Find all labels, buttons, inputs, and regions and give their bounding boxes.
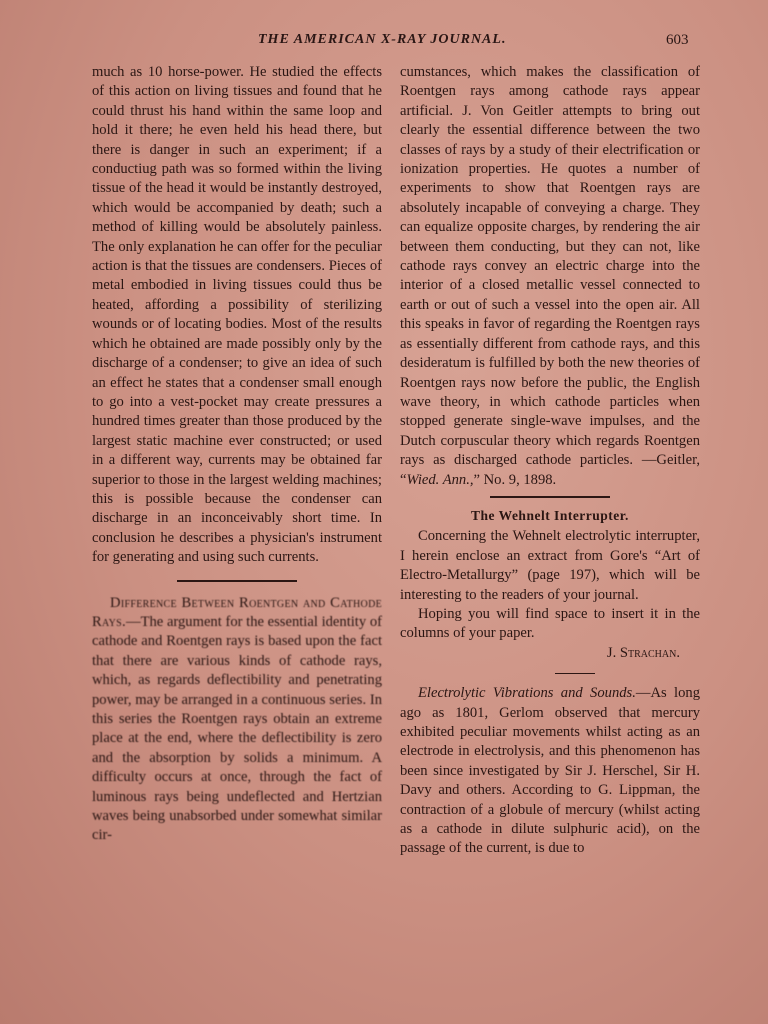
short-divider: [555, 673, 595, 674]
section-divider-right: [490, 496, 610, 498]
right-paragraph-1-text: cumstances, which makes the classification of Roentgen rays among cathode rays appear artificial. J. Von Geitler attempts to bring out clearly the essential difference between the two classes of rays by a study of their electrification or ionization properties. He quotes a number of experiments to show that Roentgen rays are absolutely incapable of conveying a charge. They can equalize opposite charges, by rendering the air between them conducting, but they can not, like cathode rays convey an electric charge into the interior of a closed metallic vessel connected to earth or out of such a vessel into the open air. All this speaks in favor of regarding the Roentgen rays as essentially different from cathode rays, and this desideratum is fulfilled by both the new theories of Roentgen rays now before the public, the English wave theory, in which cathode particles when stopped generate single-wave impulses, and the Dutch corpuscular theory which regards Roentgen rays as discharged cathode particles.: [400, 64, 700, 469]
right-paragraph-4-text: —As long ago as 1801, Gerlom observed that mercury exhibited peculiar movements whilst acting as an electrode in electrolysis, and this phenomenon has been since investigated by Sir J. Herschel, Sir H. Davy and others. According to G. Lippman, the contraction of a globule of mercury (whilst acting as a cathode in dilute sulphuric acid), on the passage of the current, is due to: [400, 685, 700, 857]
section-title-difference: Difference Between Roentgen and Cathode Rays.: [92, 594, 382, 630]
right-paragraph-4: [400, 684, 700, 859]
citation-suffix: ” No. 9, 1898.: [473, 471, 557, 488]
page-number: 603: [666, 32, 689, 48]
journal-title: THE AMERICAN X-RAY JOURNAL.: [258, 32, 507, 47]
section-title-wehnelt: The Wehnelt Interrupter.: [471, 507, 629, 523]
signature: J. Strachan.: [606, 644, 680, 661]
running-head: [0, 30, 768, 56]
left-column: [92, 63, 382, 1024]
left-paragraph-2-text: —The argument for the essential identity of cathode and Roentgen rays is based upon the fact that there are various kinds of cathode rays, which, as regards deflectibility and penetrating power, may be arranged in a continuous series. In this series the Roentgen rays obtain an extreme place at the end, where the deflectibility is zero and the absorption by solids a minimum. A difficulty occurs at once, through the fact of luminous rays being undeflected and Hertzian waves being unabsorbed under somewhat similar cir-: [92, 613, 382, 844]
section-divider: [177, 580, 297, 582]
citation-journal: Wied. Ann.,: [406, 471, 474, 488]
citation-prefix: —Geitler, “: [400, 452, 700, 488]
right-paragraph-3: Hoping you will find space to insert it in the columns of your paper.: [400, 605, 700, 642]
right-paragraph-2: Concerning the Wehnelt electrolytic interrupter, I herein enclose an extract from Gore's “Art of Electro-Metallurgy” (page 197), which will be interesting to the readers of your journal.: [400, 528, 700, 603]
left-paragraph-2: [92, 594, 382, 846]
left-paragraph-1: much as 10 horse-power. He studied the effects of this action on living tissues and found that he could thrust his hand within the same loop and hold it there; he even held his head there, but there is danger in such an experiment; if a conductiug path was so formed within the living tissue of the head it would be instantly destroyed, which would be accompanied by death; such a method of killing would be absolutely painless. The only explanation he can offer for the peculiar action is that the tissues are condensers. Pieces of metal embodied in living tissues could thus be heated, affording a possibility of sterilizing wounds or of locating bodies. Most of the results which he obtained are made possibly only by the discharge of a condenser; to give an idea of such an effect he states that a condenser small enough to go into a vest-pocket may create pressures a hundred times greater than those produced by the largest static machine ever constructed; or used in a different way, currents may be obtained far superior to those in the largest welding machines; this is possible because the condenser can discharge in an inconceivably short time. In conclusion he describes a physician's instrument for generating and using such currents.: [92, 64, 382, 566]
subsection-title-electrolytic: Electrolytic Vibrations and Sounds.: [418, 685, 636, 702]
right-paragraph-1: [400, 63, 700, 490]
right-column: [400, 63, 700, 1024]
